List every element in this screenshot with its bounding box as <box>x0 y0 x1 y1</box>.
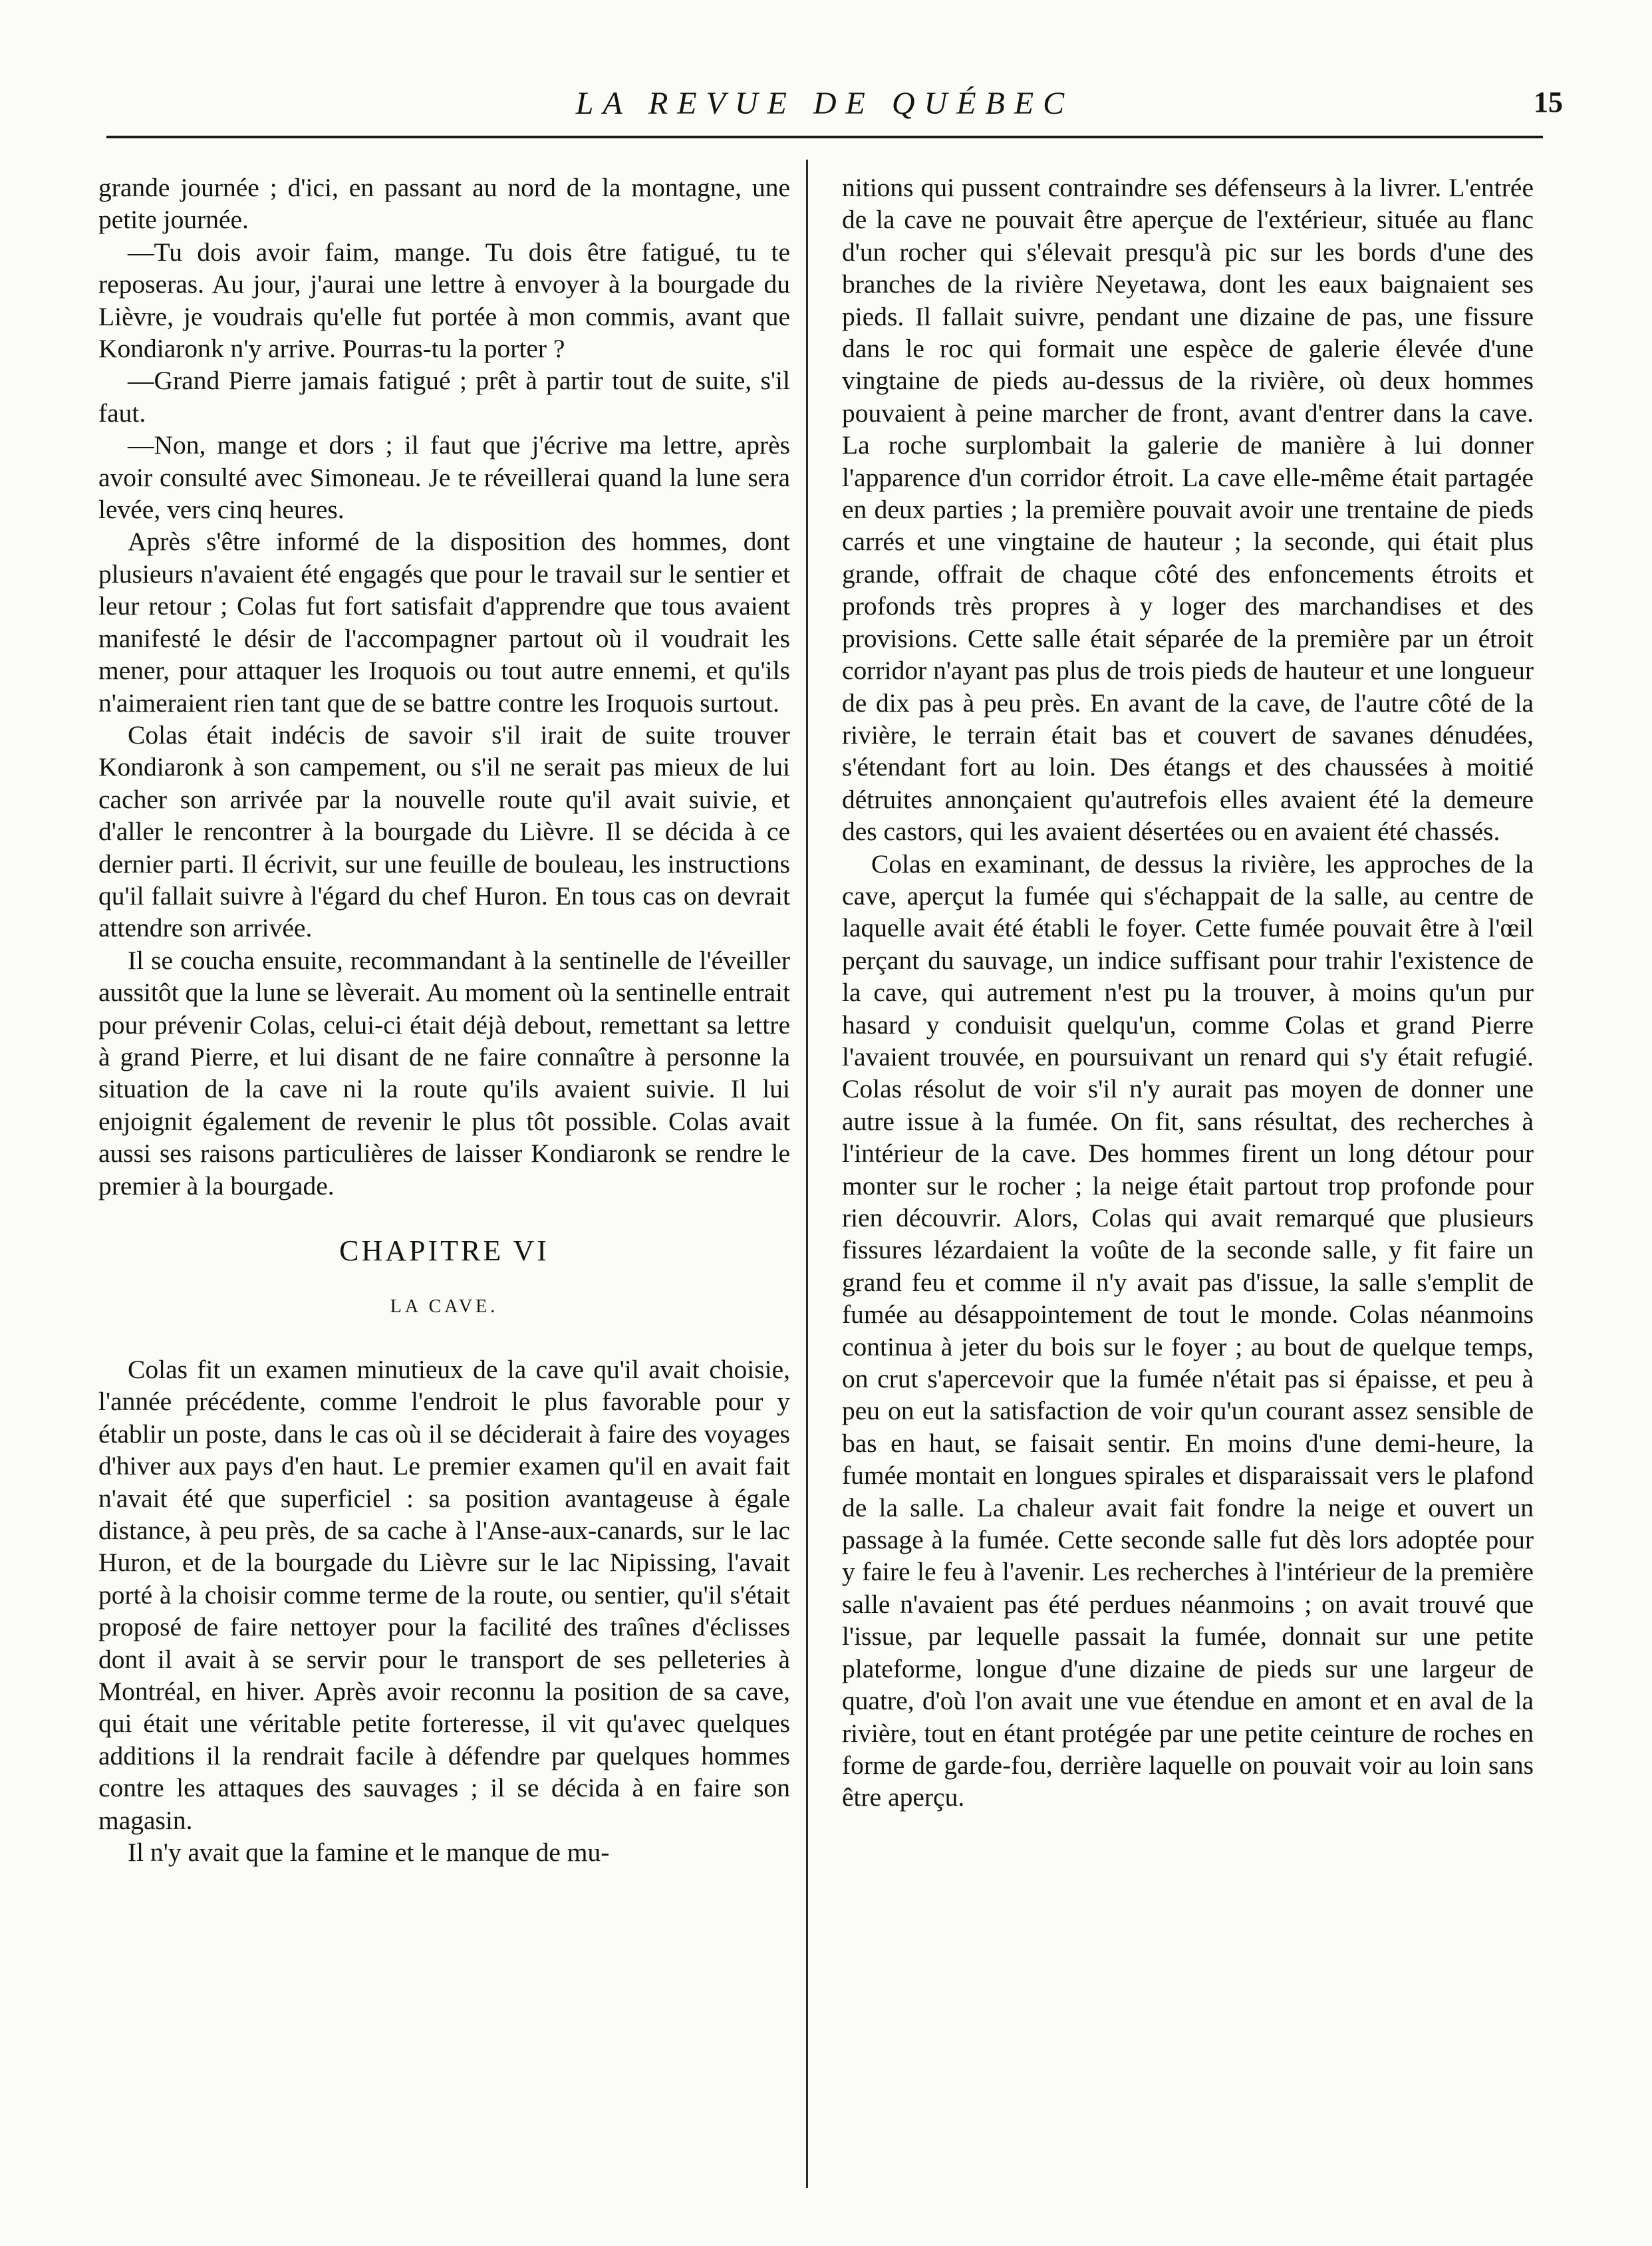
paragraph: Colas était indécis de savoir s'il irait de suite trouver Kondiaronk à son campement, ou s'il ne serait pas mieux de lui cacher son arrivée par la nouvelle route qu'il avait suivie, et d'aller le rencontrer à la bourgade du Lièvre. Il se décida à ce dernier parti. Il écrivit, sur une feuille de bouleau, les instructions qu'il fallait suivre à l'égard du chef Huron. En tous cas on devrait attendre son arrivée. <box>98 720 790 943</box>
running-title: LA REVUE DE QUÉBEC <box>575 86 1074 121</box>
paragraph: Il se coucha ensuite, recommandant à la sentinelle de l'éveiller aussitôt que la lune se lèverait. Au moment où la sentinelle entrait pour prévenir Colas, celui-ci était déjà debout, remettant sa lettre à grand Pierre, et lui disant de ne faire connaître à personne la situation de la cave ni la route qu'ils avaient suivie. Il lui enjoignit également de revenir le plus tôt possible. Colas avait aussi ses raisons particulières de laisser Kondiaronk se rendre le premier à la bourgade. <box>98 945 790 1200</box>
header-rule <box>106 136 1543 138</box>
column-divider <box>806 160 808 2188</box>
paragraph: —Non, mange et dors ; il faut que j'écrive ma lettre, après avoir consulté avec Simoneau. Je te réveillerai quand la lune sera levée, vers cinq heures. <box>98 430 790 525</box>
paragraph: nitions qui pussent contraindre ses défenseurs à la livrer. L'entrée de la cave ne pouvait être aperçue de l'extérieur, située au flanc d'un rocher qui s'élevait presqu'à pic sur les bords d'une des branches de la rivière Neyetawa, dont les eaux baignaient ses pieds. Il fallait suivre, pendant une dizaine de pas, une fissure dans le roc qui formait une espèce de galerie élevée d'une vingtaine de pieds au-dessus de la rivière, où deux hommes pouvaient à peine marcher de front, avant d'entrer dans la cave. La roche surplombait la galerie de manière à lui donner l'apparence d'un corridor étroit. La cave elle-même était partagée en deux parties ; la première pouvait avoir une trentaine de pieds carrés et une vingtaine de hauteur ; la seconde, qui était plus grande, offrait de chaque côté des enfoncements étroits et profonds très propres à y loger des marchandises et des provisions. Cette salle était séparée de la première par un étroit corridor n'ayant pas plus de trois pieds de hauteur et une longueur de dix pas à peu près. En avant de la cave, de l'autre côté de la rivière, le terrain était bas et couvert de savanes dénudées, s'étendant fort au loin. Des étangs et des chaussées à moitié détruites annonçaient qu'autrefois elles avaient été la demeure des castors, qui les avaient désertées ou en avaient été chassés. <box>842 173 1534 847</box>
chapter-subtitle: LA CAVE. <box>390 1296 499 1317</box>
paragraph: Colas en examinant, de dessus la rivière, les approches de la cave, aperçut la fumée qui s'échappait de la salle, au centre de laquelle avait été établi le foyer. Cette fumée pouvait être à l'œil perçant du sauvage, un indice suffisant pour trahir l'existence de la cave, qui autrement n'est pu la trouver, à moins qu'un pur hasard y conduisit quelqu'un, comme Colas et grand Pierre l'avaient trouvée, en poursuivant un renard qui s'y était refugié. Colas résolut de voir s'il n'y aurait pas moyen de donner une autre issue à la fumée. On fit, sans résultat, des recherches à l'intérieur de la cave. Des hommes firent un long détour pour monter sur le rocher ; la neige était partout trop profonde pour rien découvrir. Alors, Colas qui avait remarqué que plusieurs fissures lézardaient la voûte de la seconde salle, y fit faire un grand feu et comme il n'y avait pas d'issue, la salle s'emplit de fumée au désappointement de tout le monde. Colas néanmoins continua à jeter du bois sur le foyer ; au bout de quelque temps, on crut s'apercevoir que la fumée n'était pas si épaisse, et peu à peu on eut la satisfaction de voir qu'un courant assez sensible de bas en haut, se faisait sentir. En moins d'une demi-heure, la fumée montait en longues spirales et disparaissait vers le plafond de la salle. La chaleur avait fait fondre la neige et ouvert un passage à la fumée. Cette seconde salle fut dès lors adoptée pour y faire le feu à l'avenir. Les recherches à l'intérieur de la première salle n'avaient pas été perdues néanmoins ; on avait trouvé que l'issue, par lequelle passait la fumée, donnait sur une petite plateforme, longue d'une dizaine de pieds sur une largeur de quatre, d'où l'on avait une vue étendue en amont et en aval de la rivière, tout en étant protégée par une petite ceinture de roches en forme de garde-fou, derrière laquelle on pouvait voir au loin sans être aperçu. <box>842 849 1534 1812</box>
page-number: 15 <box>1534 86 1563 118</box>
right-column <box>842 172 1534 1814</box>
paragraph: Après s'être informé de la disposition des hommes, dont plusieurs n'avaient été engagés que pour le travail sur le sentier et leur retour ; Colas fut fort satisfait d'apprendre que tous avaient manifesté le désir de l'accompagner partout où il voudrait les mener, pour attaquer les Iroquois ou tout autre ennemi, et qu'ils n'aimeraient rien tant que de se battre contre les Iroquois surtout. <box>98 527 790 718</box>
left-column <box>98 172 790 1869</box>
chapter-title: CHAPITRE VI <box>339 1234 549 1267</box>
paragraph: grande journée ; d'ici, en passant au nord de la montagne, une petite journée. <box>98 173 790 235</box>
paragraph: Il n'y avait que la famine et le manque de mu- <box>128 1838 610 1868</box>
paragraph: —Tu dois avoir faim, mange. Tu dois être fatigué, tu te reposeras. Au jour, j'aurai une lettre à envoyer à la bourgade du Lièvre, je voudrais qu'elle fut portée à mon commis, avant que Kondiaronk n'y arrive. Pourras-tu la porter ? <box>98 237 790 364</box>
paragraph: —Grand Pierre jamais fatigué ; prêt à partir tout de suite, s'il faut. <box>98 366 790 428</box>
page-header <box>106 78 1563 132</box>
paragraph: Colas fit un examen minutieux de la cave qu'il avait choisie, l'année précédente, comme l'endroit le plus favorable pour y établir un poste, dans le cas où il se déciderait à faire des voyages d'hiver aux pays d'en haut. Le premier examen qu'il en avait fait n'avait été que superficiel : sa position avantageuse à égale distance, à peu près, de sa cache à l'Anse-aux-canards, sur le lac Huron, et de la bourgade du Lièvre sur le lac Nipissing, l'avait porté à la choisir comme terme de la route, ou sentier, qu'il s'était proposé de faire nettoyer pour la facilité des traînes d'éclisses dont il avait à se servir pour le transport de ses pelleteries à Montréal, en hiver. Après avoir reconnu la position de sa cave, qui était une véritable petite forteresse, il vit qu'avec quelques additions il la rendrait facile à défendre par quelques hommes contre les attaques des sauvages ; il se décida à en faire son magasin. <box>98 1355 790 1835</box>
